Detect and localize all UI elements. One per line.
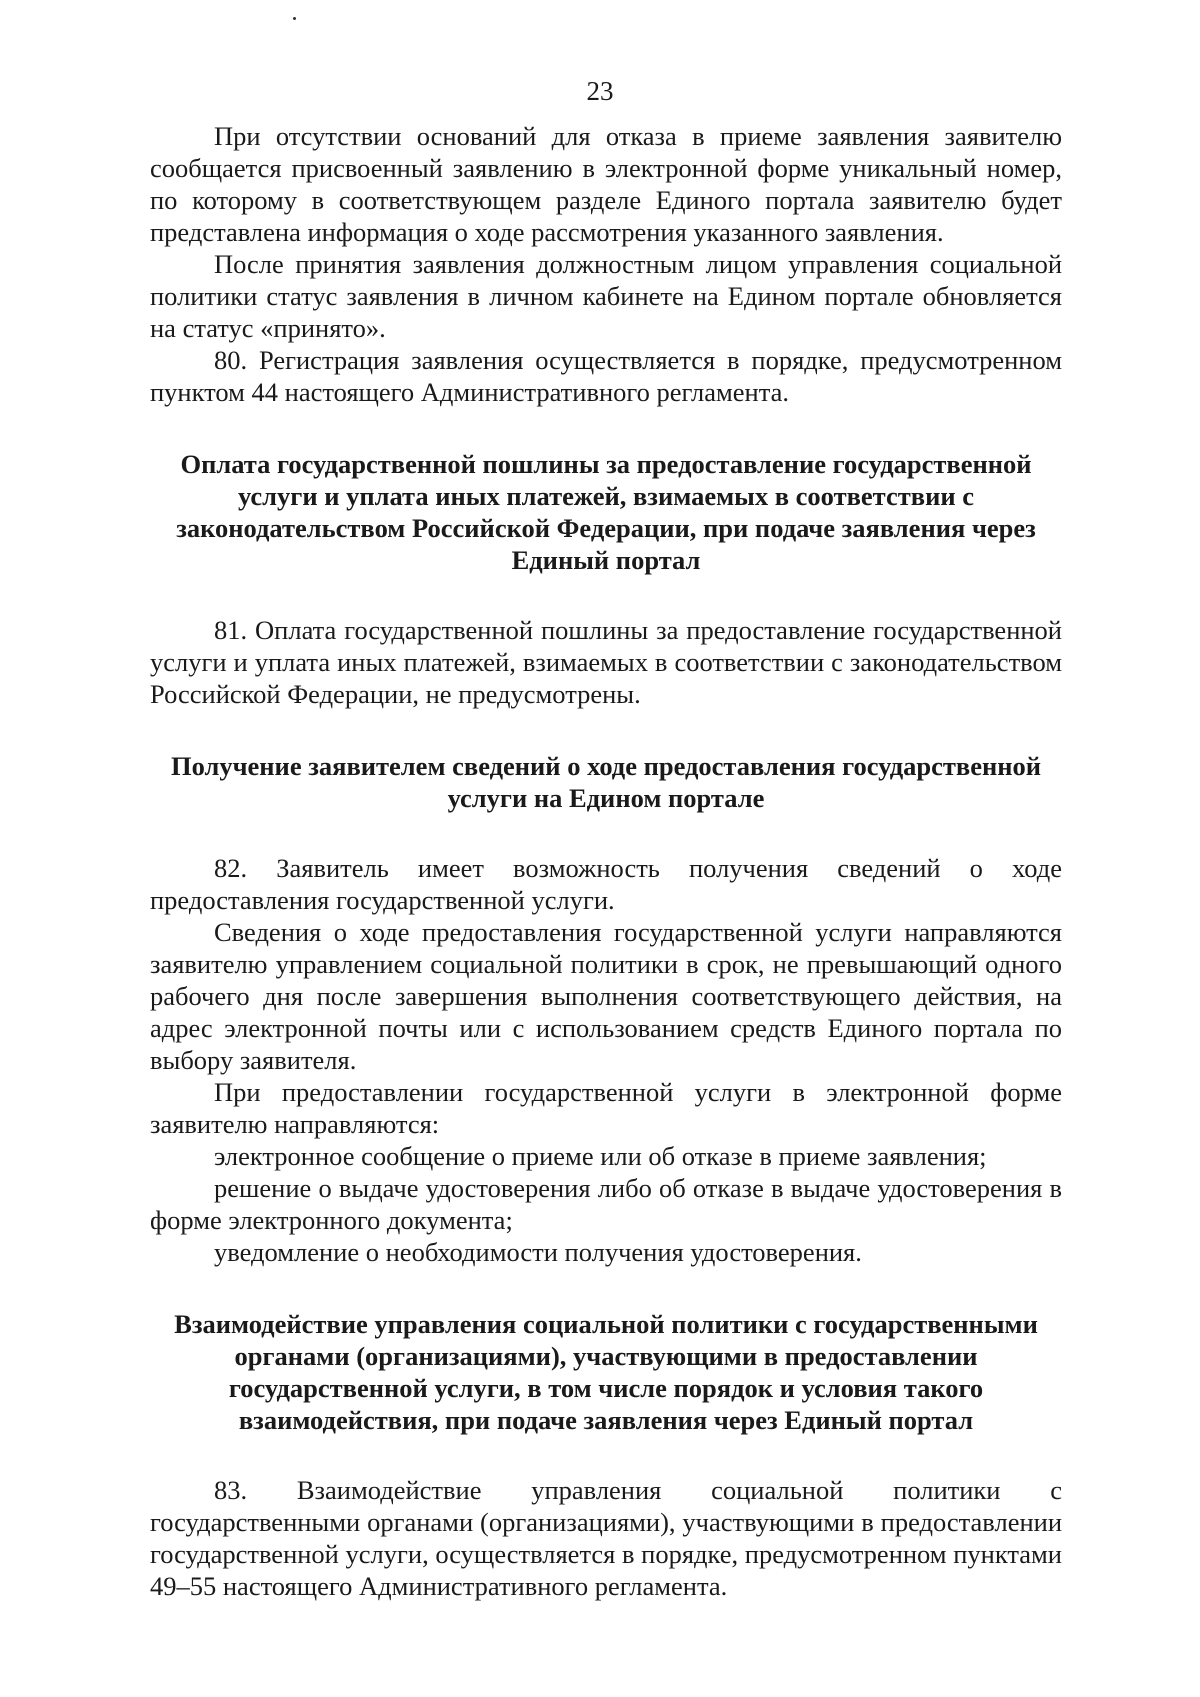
- paragraph: При отсутствии оснований для отказа в приеме заявления заявителю сообщается присвоенный заявлению в электронной форме уникальный номер, по которому в соответствующем разделе Единого портала заявителю будет представлена информация о ходе рассмотрения указанного заявления.: [150, 121, 1062, 247]
- paragraph: 80. Регистрация заявления осуществляется в порядке, предусмотренном пунктом 44 настоящего Административного регламента.: [150, 345, 1062, 407]
- paragraph: 82. Заявитель имеет возможность получения сведений о ходе предоставления государственной услуги.: [150, 853, 1062, 915]
- page-number: 23: [586, 76, 614, 106]
- section-heading: Оплата государственной пошлины за предоставление государственной услуги и уплата иных платежей, взимаемых в соответствии с законодательством Российской Федерации, при подаче заявления через Единый портал: [176, 449, 1036, 575]
- scan-speck: [293, 17, 296, 20]
- paragraph: После принятия заявления должностным лицом управления социальной политики статус заявления в личном кабинете на Едином портале обновляется на статус «принято».: [150, 249, 1062, 343]
- section-heading: Взаимодействие управления социальной политики с государственными органами (организациями), участвующими в предоставлении государственной услуги, в том числе порядок и условия такого взаимодействия, при подаче заявления через Единый портал: [174, 1309, 1038, 1435]
- paragraph: 83. Взаимодействие управления социальной политики с государственными органами (организациями), участвующими в предоставлении государственной услуги, осуществляется в порядке, предусмотренном пунктами 49–55 настоящего Административного регламента.: [150, 1475, 1062, 1601]
- document-body: [150, 120, 1062, 1602]
- paragraph: Сведения о ходе предоставления государственной услуги направляются заявителю управлением социальной политики в срок, не превышающий одного рабочего дня после завершения выполнения соответствующего действия, на адрес электронной почты или с использованием средств Единого портала по выбору заявителя.: [150, 917, 1062, 1075]
- section-heading: Получение заявителем сведений о ходе предоставления государственной услуги на Едином портале: [170, 751, 1042, 813]
- paragraph: электронное сообщение о приеме или об отказе в приеме заявления;: [214, 1141, 987, 1171]
- paragraph: уведомление о необходимости получения удостоверения.: [214, 1237, 862, 1267]
- paragraph: При предоставлении государственной услуги в электронной форме заявителю направляются:: [150, 1077, 1062, 1139]
- paragraph: 81. Оплата государственной пошлины за предоставление государственной услуги и уплата иных платежей, взимаемых в соответствии с законодательством Российской Федерации, не предусмотрены.: [150, 615, 1062, 709]
- paragraph: решение о выдаче удостоверения либо об отказе в выдаче удостоверения в форме электронного документа;: [150, 1173, 1062, 1235]
